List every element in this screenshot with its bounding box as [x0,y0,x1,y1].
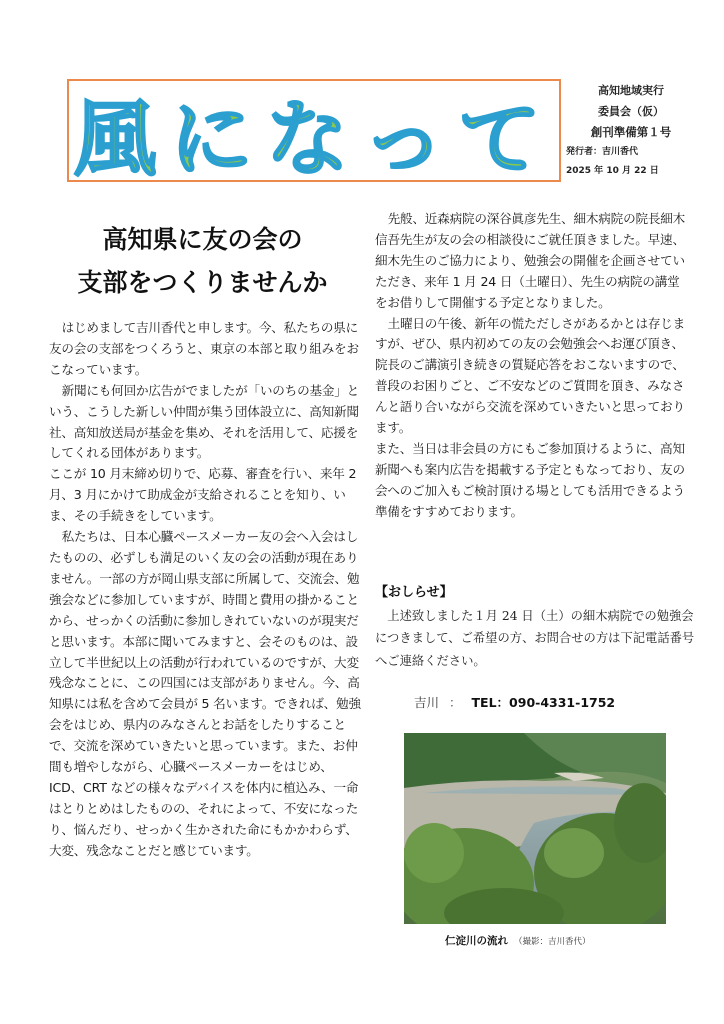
left-paragraph-2: 新聞にも何回か広告がでましたが「いのちの基金」という、こうした新しい仲間が集う団体設立に、高知新聞社、高知放送局が基金を集め、それを活用して、応援をしてくれる団体があります。 [49,382,360,461]
headline-line1: 高知県に友の会の [102,225,303,254]
left-paragraph-4: 私たちは、日本心臓ペースメーカー友の会へ入会はしたものの、必ずしも満足のいく友の会の活動が現在ありません。一部の方が岡山県支部に所属して、交流会、勉強会などに参加していますが、時間と費用の掛かることから、せっかくの活動に参加しきれていないのが現実だと思います。本部に聞いてみますと、会そのものは、設立して半世紀以上の活動が行われているのですが、大変残念なことに、この四国には支部がありません。今、高知県には私を含めて会員が 5 名います。できれば、勉強会をはじめ、県内のみなさんとお話をしたりすることで、交流を深めていきたいと思っています。また、お仲間も増やしながら、心臓ペースメーカーをはじめ、ICD、CRT などの様々なデバイスを体内に植込み、一命はとりとめはしたものの、それによって、不安になったり、悩んだり、せっかく生かされた命にもかかわらず、大変、残念なことだと感じています。 [49,529,361,858]
right-paragraph-2: 土曜日の午後、新年の慌ただしさがあるかとは存じますが、ぜひ、県内初めての友の会勉強会へお運び頂き、院長のご講演引き続きの質疑応答をおこないますので、普段のお困りごと、ご不安などのご質問を頂き、みなさんと語り合いながら交流を深めていきたいと思っております。 [375,315,686,436]
issue-number: 創刊準備第１号 [590,125,672,139]
notice-body: 上述致しました１月 24 日（土）の細木病院での勉強会につきまして、ご希望の方、お問合せの方は下記電話番号へご連絡ください。 [375,609,695,668]
publisher: 発行者：吉川香代 [566,147,639,157]
photo-caption [445,933,591,948]
left-paragraph-3: ここが 10 月末締め切りで、応募、審査を行い、来年 2 月、3 月にかけて助成金が支給されることを知り、いま、その手続きをしています。 [49,466,357,524]
issue-date: 2025 年 10 月 22 日 [566,166,659,176]
notice-section [375,583,695,672]
notice-heading: 【おしらせ】 [375,585,453,600]
photo-caption-title: 仁淀川の流れ [445,935,508,947]
right-paragraph-3: また、当日は非会員の方にもご参加頂けるように、高知新聞へも案内広告を掲載する予定ともなっており、友の会へのご加入もご検討頂ける場としても活用できるよう準備をすすめております。 [375,440,685,519]
river-photo [404,733,666,924]
masthead-info [566,80,696,181]
masthead-title-text: 風になって [73,91,555,180]
masthead-title-logo [69,81,559,180]
river-photo-illustration [404,733,666,924]
headline-line2: 支部をつくりませんか [77,268,328,297]
right-paragraph-1: 先般、近森病院の深谷眞彦先生、細木病院の院長細木信吾先生が友の会の相談役にご就任頂きました。早速、細木先生のご協力により、勉強会の開催を企画させていただき、来年 1 月 24 日（土曜日）、先生の病院の講堂をお借りして開催する予定となりました。 [375,211,686,310]
contact-name: 吉川 [414,695,440,710]
masthead-title-box [67,79,561,182]
org-name-line1: 高知地域実行 [598,84,664,97]
left-column [49,318,361,862]
contact-line [414,693,615,711]
right-column [375,209,687,523]
left-paragraph-1: はじめまして吉川香代と申します。今、私たちの県に友の会の支部をつくろうと、東京の本部と取り組みをおこなっています。 [49,320,359,377]
contact-phone: TEL：090-4331-1752 [471,695,616,710]
contact-separator: ： [449,695,462,710]
headline [45,218,360,304]
photo-credit: （撮影：吉川香代） [514,937,591,947]
org-name-line2: 委員会（仮） [598,105,664,118]
